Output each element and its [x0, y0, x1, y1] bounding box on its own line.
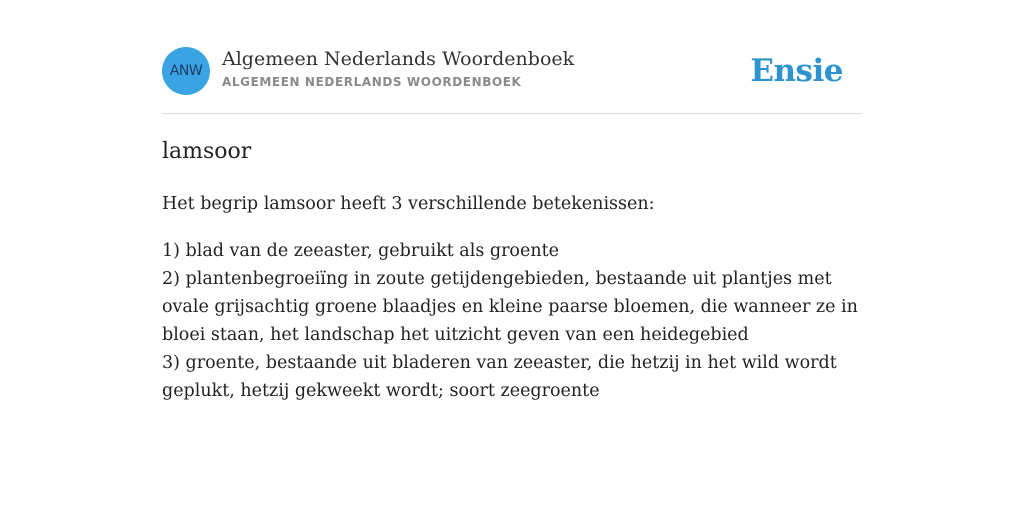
source-logo[interactable] [162, 47, 210, 95]
meaning-item: 3) groente, bestaande uit bladeren van zeeaster, die hetzij in het wild wordt geplukt, hetzij gekweekt wordt; soort zeegroente [162, 353, 837, 401]
brand-logo[interactable]: Ensie [750, 53, 843, 89]
entry-card [162, 0, 862, 512]
meaning-item: 1) blad van de zeeaster, gebruikt als groente [162, 241, 559, 261]
meanings-list [162, 237, 862, 405]
meaning-item: 2) plantenbegroeiïng in zoute getijdengebieden, bestaande uit plantjes met ovale grijsachtig groene blaadjes en kleine paarse bloemen, die wanneer ze in bloei staan, het landschap het uitzicht geven van een heidegebied [162, 269, 858, 345]
source-subtitle: ALGEMEEN NEDERLANDS WOORDENBOEK [222, 75, 522, 89]
entry-intro: Het begrip lamsoor heeft 3 verschillende betekenissen: [162, 194, 655, 214]
divider [162, 113, 862, 114]
source-title[interactable]: Algemeen Nederlands Woordenboek [222, 48, 575, 70]
logo-text: ANW [169, 63, 203, 79]
entry-term: lamsoor [162, 139, 252, 164]
source-header [162, 47, 862, 95]
